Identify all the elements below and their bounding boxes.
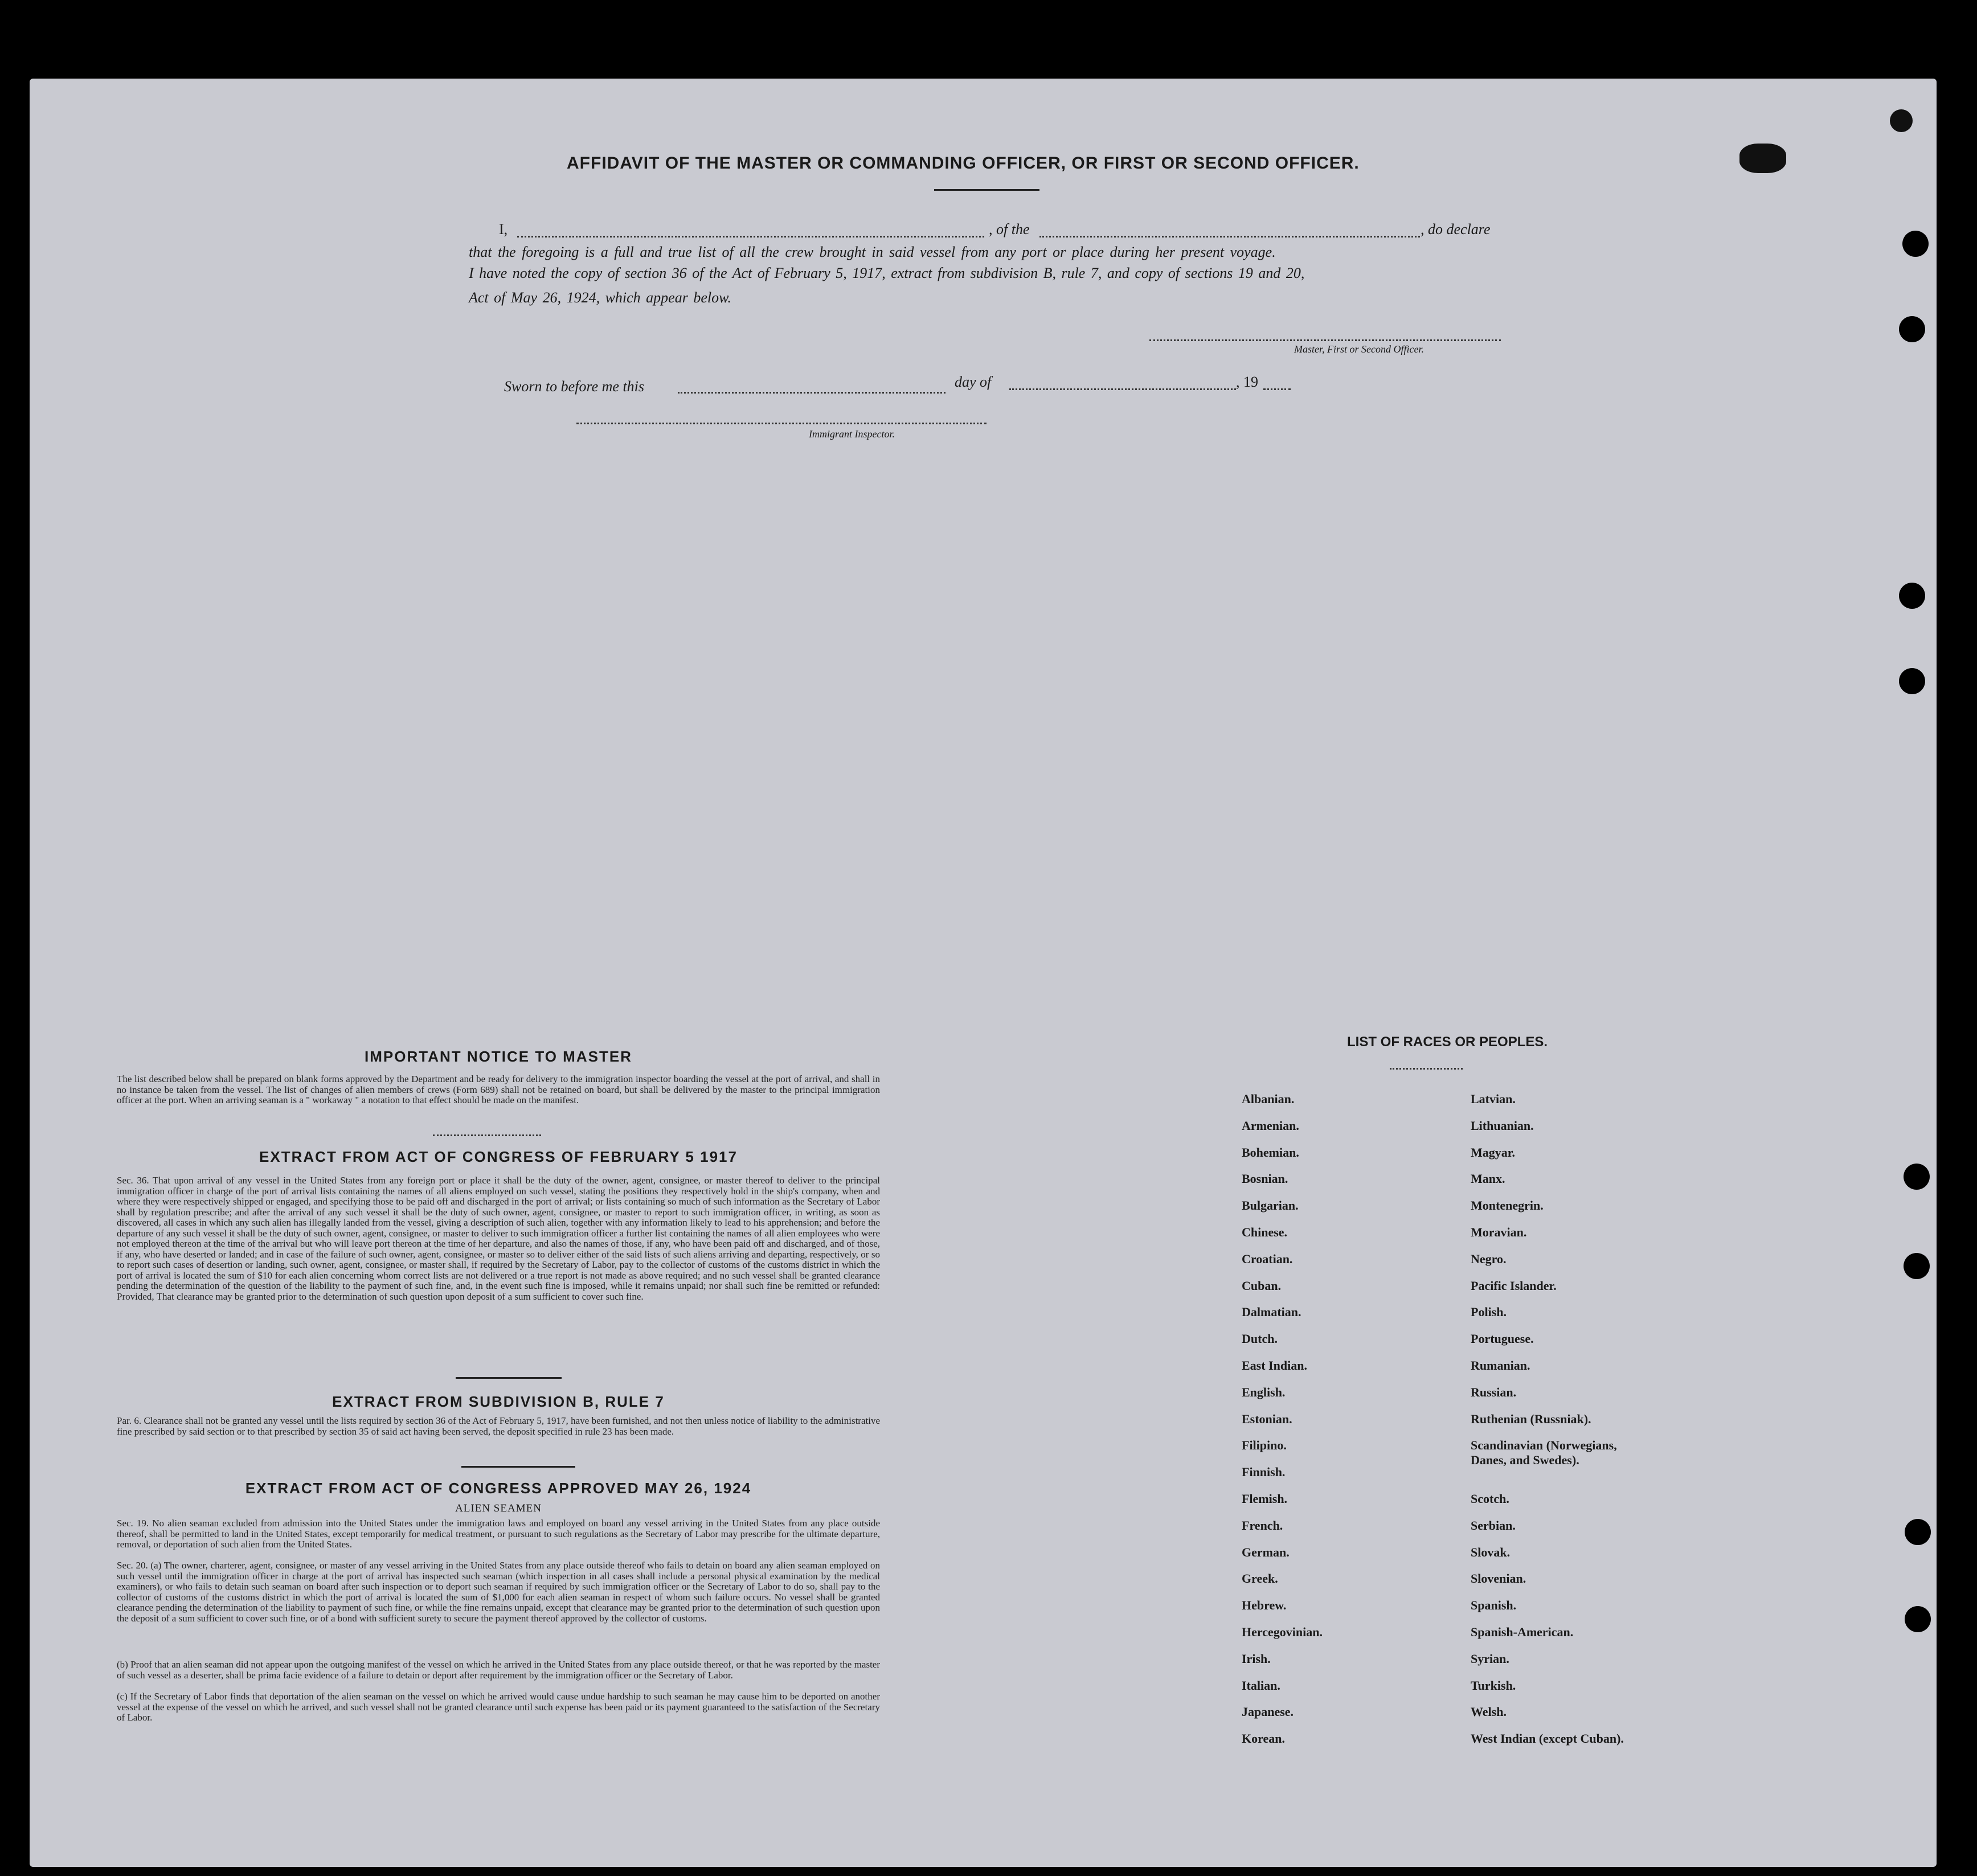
race-item: Finnish. bbox=[1242, 1465, 1286, 1480]
name-blank bbox=[517, 236, 984, 237]
race-item: Bosnian. bbox=[1242, 1172, 1288, 1186]
extract-1924-title: EXTRACT FROM ACT OF CONGRESS APPROVED MAY 26, 1924 bbox=[245, 1480, 752, 1497]
races-column-2 bbox=[1471, 1092, 1624, 1758]
races-title: LIST OF RACES OR PEOPLES. bbox=[1347, 1034, 1548, 1050]
extract-rule7-title: EXTRACT FROM SUBDIVISION B, RULE 7 bbox=[332, 1393, 665, 1410]
inspector-signature-blank bbox=[576, 423, 987, 424]
extract-rule7-body: Par. 6. Clearance shall not be granted any vessel until the lists required by section 36 of the Act of February 5, 1917, have been furnished, and not then unless notice of liability to the administrative fine prescribed by said section or to that prescribed by section 35 of said act having been served, the deposit specified in rule 23 has been made. bbox=[117, 1415, 880, 1437]
punch-hole bbox=[1890, 109, 1913, 132]
race-item: Russian. bbox=[1471, 1385, 1517, 1399]
race-item: West Indian (except Cuban). bbox=[1471, 1731, 1624, 1746]
race-item: Montenegrin. bbox=[1471, 1198, 1544, 1213]
affidavit-line-4: Act of May 26, 1924, which appear below. bbox=[469, 289, 732, 306]
race-item: East Indian. bbox=[1242, 1358, 1307, 1373]
race-item: German. bbox=[1242, 1545, 1290, 1559]
sworn-year: , 19 bbox=[1236, 374, 1258, 390]
race-item: Estonian. bbox=[1242, 1411, 1292, 1426]
sworn-day-blank bbox=[678, 392, 945, 394]
notice-title: IMPORTANT NOTICE TO MASTER bbox=[365, 1048, 632, 1065]
extract-1924-subtitle: ALIEN SEAMEN bbox=[455, 1502, 542, 1514]
race-item: Ruthenian (Russniak). bbox=[1471, 1411, 1591, 1426]
race-item: Rumanian. bbox=[1471, 1358, 1530, 1373]
race-item: Hercegovinian. bbox=[1242, 1624, 1323, 1639]
vessel-blank bbox=[1039, 236, 1420, 237]
sworn-year-blank bbox=[1263, 388, 1291, 390]
race-item: Irish. bbox=[1242, 1651, 1271, 1666]
race-item: Serbian. bbox=[1471, 1518, 1516, 1533]
race-item: Hebrew. bbox=[1242, 1598, 1287, 1613]
affidavit-i: I, bbox=[499, 221, 508, 237]
race-item: Welsh. bbox=[1471, 1705, 1507, 1719]
affidavit-line-2: that the foregoing is a full and true list of all the crew brought in said vessel from any port or place during her present voyage. bbox=[469, 244, 1276, 260]
race-item: Spanish. bbox=[1471, 1598, 1517, 1613]
race-item: Latvian. bbox=[1471, 1092, 1516, 1106]
race-item: Slovenian. bbox=[1471, 1571, 1526, 1586]
inspector-caption: Immigrant Inspector. bbox=[809, 428, 895, 440]
sworn-day-of: day of bbox=[955, 374, 992, 390]
signature-blank bbox=[1149, 339, 1501, 341]
punch-hole bbox=[1899, 583, 1925, 609]
race-item: Greek. bbox=[1242, 1571, 1278, 1586]
races-column-1 bbox=[1242, 1092, 1323, 1758]
punch-hole bbox=[1905, 1606, 1931, 1632]
race-item: Scandinavian (Norwegians, Danes, and Swedes). bbox=[1471, 1438, 1617, 1468]
punch-hole bbox=[1905, 1519, 1931, 1545]
race-item: Scotch. bbox=[1471, 1491, 1509, 1506]
extract-1917-body: Sec. 36. That upon arrival of any vessel in the United States from any foreign port or place it shall be the duty of the owner, agent, consignee, or master thereof to deliver to the principal immigration officer in charge of the port of arrival lists containing the names of all aliens employed on such vessel, stating the positions they respectively hold in the ship's company, when and where they were respectively shipped or engaged, and specifying those to be paid off and discharged in the port of arrival; or lists containing so much of such information as the Secretary of Labor shall by regulation prescribe; and after the arrival of any such vessel it shall be the duty of such owner, agent, consignee, or master to report to such immigration officer, in writing, as soon as discovered, all cases in which any such alien has illegally landed from the vessel, giving a description of such alien, together with any information likely to lead to his apprehension; and before the departure of any such vessel it shall be the duty of such owner, agent, consignee, or master to deliver to such immigration officer a further list containing the names of all alien employees who were not employed thereon at the time of the arrival but who will leave port thereon at the time of her departure, and also the names of those, if any, who have been paid off and discharged, and of those, if any, who have deserted or landed; and in case of the failure of such owner, agent, consignee, or master so to deliver either of the said lists of such aliens arriving and departing, respectively, or so to report such cases of desertion or landing, such owner, agent, consignee, or master shall, if required by the Secretary of Labor, pay to the collector of customs of the customs district in which the port of arrival is located the sum of $10 for each alien concerning whom correct lists are not delivered or a true report is not made as above required; and no such vessel shall be granted clearance pending the determination of the question of the liability to the payment of such fine, and, in the event such fine is imposed, while it remains unpaid; nor shall such fine be remitted or refunded: Provided, That clearance may be granted prior to the determination of such question upon deposit of a sum sufficient to cover such fine. bbox=[117, 1175, 880, 1302]
race-item: Cuban. bbox=[1242, 1278, 1282, 1293]
race-item: Polish. bbox=[1471, 1305, 1507, 1320]
race-item: Dalmatian. bbox=[1242, 1305, 1301, 1320]
punch-hole bbox=[1899, 316, 1925, 342]
race-item: Filipino. bbox=[1242, 1438, 1287, 1453]
do-declare-label: , do declare bbox=[1421, 221, 1491, 237]
punch-hole bbox=[1902, 231, 1929, 257]
race-item: Japanese. bbox=[1242, 1705, 1294, 1719]
race-item: Bulgarian. bbox=[1242, 1198, 1299, 1213]
race-item: Albanian. bbox=[1242, 1092, 1295, 1106]
race-item: Dutch. bbox=[1242, 1332, 1278, 1346]
signature-caption: Master, First or Second Officer. bbox=[1294, 343, 1424, 355]
extract-rule7-divider bbox=[461, 1466, 575, 1468]
extract-1924-sec20c: (c) If the Secretary of Labor finds that deportation of the alien seaman on the vessel on which he arrived would cause undue hardship to such seaman he may cause him to be deported on another vessel at the expense of the vessel on which he arrived, and such vessel shall not be granted clearance until such expense has been paid or its payment guaranteed to the satisfaction of the Secretary of Labor. bbox=[117, 1691, 880, 1723]
race-item: Italian. bbox=[1242, 1678, 1280, 1693]
extract-1924-sec20b: (b) Proof that an alien seaman did not appear upon the outgoing manifest of the vessel on which he arrived in the United States from any place outside thereof, or that he was reported by the master of such vessel as a deserter, shall be prima facie evidence of a failure to detain or deport after requirement by the immigration officer or the Secretary of Labor. bbox=[117, 1659, 880, 1681]
punch-hole bbox=[1899, 668, 1925, 694]
affidavit-title: AFFIDAVIT OF THE MASTER OR COMMANDING OFFICER, OR FIRST OR SECOND OFFICER. bbox=[567, 154, 1360, 173]
race-item: Moravian. bbox=[1471, 1224, 1527, 1239]
race-item: Portuguese. bbox=[1471, 1332, 1534, 1346]
race-item: Chinese. bbox=[1242, 1224, 1288, 1239]
race-item: French. bbox=[1242, 1518, 1283, 1533]
race-item: Pacific Islander. bbox=[1471, 1278, 1557, 1293]
ink-blot bbox=[1739, 144, 1786, 173]
race-item: Korean. bbox=[1242, 1731, 1285, 1746]
extract-1924-sec19: Sec. 19. No alien seaman excluded from admission into the United States under the immigration laws and employed on board any vessel arriving in the United States from any place outside thereof, shall be permitted to land in the United States, except temporarily for medical treatment, or pursuant to such regulations as the Secretary of Labor may prescribe for the ultimate departure, removal, or deportation of such alien from the United States. bbox=[117, 1518, 880, 1550]
race-item: Flemish. bbox=[1242, 1491, 1288, 1506]
race-item: Spanish-American. bbox=[1471, 1624, 1574, 1639]
sworn-month-blank bbox=[1009, 388, 1236, 390]
race-item: Lithuanian. bbox=[1471, 1118, 1534, 1133]
extract-1917-divider bbox=[456, 1377, 562, 1379]
race-item: Armenian. bbox=[1242, 1118, 1299, 1133]
title-underline bbox=[934, 189, 1039, 191]
extract-1924-sec20a: Sec. 20. (a) The owner, charterer, agent, consignee, or master of any vessel arriving in the United States from any place outside thereof who fails to detain on board any alien seaman employed on such vessel until the immigration officer in charge at the port of arrival has inspected such seaman (which inspection in all cases shall include a personal physical examination by the medical examiners), or who fails to detain such seaman on board after such inspection or to deport such seaman if required by such immigration officer or the Secretary of Labor to do so, shall pay to the collector of customs of the customs district in which the port of arrival is located the sum of $1,000 for each alien seaman in respect of whom such failure occurs. No vessel shall be granted clearance pending the determination of the liability to payment of such fine, or while the fine remains unpaid, except that clearance may be granted prior to the determination of such question upon the deposit of a sum sufficient to cover such fine, or of a bond with sufficient surety to secure the payment thereof approved by the collector of customs. bbox=[117, 1560, 880, 1624]
notice-body: The list described below shall be prepared on blank forms approved by the Department and be ready for delivery to the immigration inspector boarding the vessel at the port of arrival, and shall in no instance be taken from the vessel. The list of changes of alien members of crews (Form 689) shall not be retained on board, but shall be delivered by the master to the principal immigration officer at the port. When an arriving seaman is a " workaway " a notation to that effect should be made on the manifest. bbox=[117, 1074, 880, 1105]
race-item: Slovak. bbox=[1471, 1545, 1511, 1559]
race-item: English. bbox=[1242, 1385, 1286, 1399]
race-item: Negro. bbox=[1471, 1251, 1507, 1266]
affidavit-line-1 bbox=[499, 221, 507, 238]
affidavit-line-3: I have noted the copy of section 36 of the Act of February 5, 1917, extract from subdivision B, rule 7, and copy of sections 19 and 20, bbox=[469, 265, 1305, 281]
punch-hole bbox=[1904, 1253, 1930, 1279]
race-item: Bohemian. bbox=[1242, 1145, 1299, 1160]
of-the-label: , of the bbox=[989, 221, 1030, 237]
race-item: Turkish. bbox=[1471, 1678, 1516, 1693]
sworn-prefix: Sworn to before me this bbox=[504, 378, 645, 395]
notice-divider bbox=[433, 1134, 541, 1136]
race-item: Croatian. bbox=[1242, 1251, 1293, 1266]
punch-hole bbox=[1904, 1164, 1930, 1190]
extract-1917-title: EXTRACT FROM ACT OF CONGRESS OF FEBRUARY 5 1917 bbox=[259, 1148, 738, 1165]
race-item: Manx. bbox=[1471, 1172, 1505, 1186]
race-item: Syrian. bbox=[1471, 1651, 1509, 1666]
race-item: Magyar. bbox=[1471, 1145, 1516, 1160]
races-underline bbox=[1390, 1068, 1463, 1070]
